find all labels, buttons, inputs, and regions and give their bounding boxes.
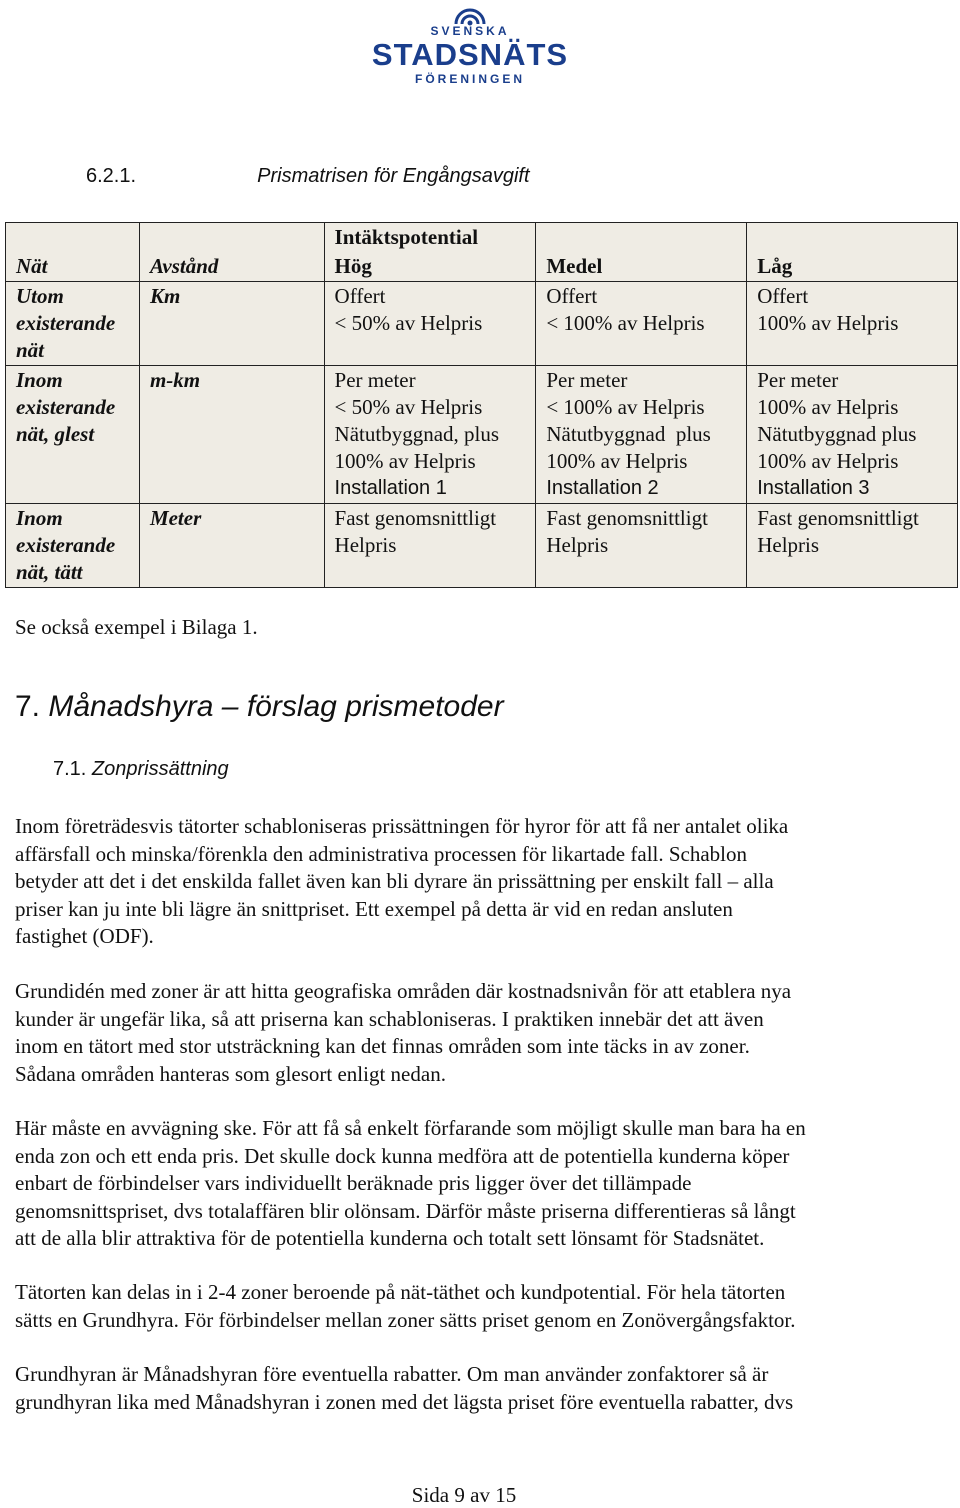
cell-line: Inom [16, 368, 63, 392]
paragraph-line: fastighet (ODF). [15, 924, 154, 948]
cell-line: Installation 2 [546, 477, 659, 499]
cell-line: Nätutbyggnad, plus [334, 422, 500, 446]
cell-line: < 50% av Helpris [334, 311, 483, 335]
paragraph-line: Inom företrädesvis tätorter schabloniseras prissättningen för hyror för att få ner antalet olika [15, 814, 789, 838]
cell-avstand: Meter [139, 504, 324, 588]
paragraph-line: priser kan ju inte bli lägre än snittpriset. Ett exempel på detta är vid en redan ansluten [15, 896, 733, 921]
header-nat: Nät [6, 252, 140, 282]
table-row [6, 366, 958, 504]
cell-line: < 100% av Helpris [546, 311, 705, 335]
paragraph-1 [15, 813, 950, 951]
paragraph-line: Här måste en avvägning ske. För att få så enkelt förfarande som möjligt skulle man bara ha en [15, 1116, 806, 1140]
matrix-super-header-row [6, 223, 958, 253]
paragraph-line: Grundidén med zoner är att hitta geografiska områden där kostnadsnivån för att etablera nya [15, 979, 792, 1003]
cell-line: < 50% av Helpris [334, 395, 483, 419]
cell-line: Per meter [757, 368, 839, 392]
cell-line: existerande [16, 533, 116, 557]
paragraph-line: Tätorten kan delas in i 2-4 zoner beroende på nät-täthet och kundpotential. För hela tätorten [15, 1280, 786, 1304]
section-7-title: Månadshyra – förslag prismetoder [48, 690, 504, 723]
header-avstand: Avstånd [139, 252, 324, 282]
matrix-header-row [6, 252, 958, 282]
cell-line: Fast genomsnittligt [334, 506, 497, 530]
header-hog: Hög [324, 252, 536, 282]
paragraph-line: kunder är ungefär lika, så att priserna kan schabloniseras. I praktiken innebär det att även [15, 1006, 764, 1031]
paragraph-line: inom en tätort med stor utsträckning kan det finnas områden som inte täcks in av zoner. [15, 1034, 750, 1058]
section-621-heading [86, 165, 530, 188]
cell-nat [6, 366, 140, 504]
paragraph-line: att de alla blir attraktiva för de potentiella kunderna och totalt sett lönsamt för Stadsnätet. [15, 1226, 765, 1250]
cell-line: 100% av Helpris [757, 449, 899, 473]
cell-line: 100% av Helpris [546, 449, 688, 473]
header-lag: Låg [747, 252, 958, 282]
cell-line: Fast genomsnittligt [757, 506, 919, 530]
see-also-text: Se också exempel i Bilaga 1. [15, 615, 258, 639]
cell-line: nät, glest [16, 422, 95, 446]
logo-mark-icon [452, 6, 488, 26]
page-number: Sida 9 av 15 [411, 1483, 517, 1507]
price-matrix-table [5, 222, 958, 588]
cell-line: Installation 3 [757, 477, 870, 499]
cell-lag [747, 504, 958, 588]
cell-line: Offert [757, 284, 809, 308]
paragraph-line: affärsfall och minska/förenkla den administrativa processen för likartade fall. Schablon [15, 841, 748, 866]
cell-line: Utom [16, 284, 64, 308]
cell-line: 100% av Helpris [757, 395, 899, 419]
cell-line: Offert [546, 284, 598, 308]
section-621-number: 6.2.1. [86, 165, 137, 187]
paragraph-line: sätts en Grundhyra. För förbindelser mellan zoner sätts priset genom en Zonövergångsfaktor. [15, 1307, 796, 1332]
cell-line: existerande [16, 311, 116, 335]
cell-hog [324, 282, 536, 366]
paragraph-line: Grundhyran är Månadshyran före eventuella rabatter. Om man använder zonfaktorer så är [15, 1362, 769, 1386]
cell-line: 100% av Helpris [334, 449, 476, 473]
table-row [6, 282, 958, 366]
section-7-heading [15, 690, 504, 724]
paragraph-line: Sådana områden hanteras som glesort enligt nedan. [15, 1061, 446, 1086]
cell-line: Helpris [546, 533, 609, 557]
paragraph-5 [15, 1361, 950, 1416]
cell-medel [536, 504, 747, 588]
section-7-number: 7. [15, 690, 41, 723]
header-medel: Medel [536, 252, 747, 282]
cell-line: nät [16, 338, 45, 362]
cell-line: nät, tätt [16, 560, 83, 584]
cell-hog [324, 504, 536, 588]
cell-line: Nätutbyggnad plus [546, 422, 711, 446]
cell-avstand: m-km [139, 366, 324, 504]
cell-line: Offert [334, 284, 386, 308]
paragraph-line: enda zon och ett enda pris. Det skulle dock kunna medföra att de potentiella kunderna köper [15, 1143, 790, 1168]
paragraph-3 [15, 1115, 950, 1253]
section-71-number: 7.1. [53, 758, 87, 780]
cell-line: Inom [16, 506, 63, 530]
section-71-title: Zonprissättning [91, 758, 229, 780]
section-621-title: Prismatrisen för Engångsavgift [257, 165, 530, 187]
logo-line-2: STADSNÄTS [371, 37, 569, 72]
paragraph-line: grundhyran lika med Månadshyran i zonen med det lägsta priset före eventuella rabatter, dvs [15, 1389, 794, 1414]
paragraph-2 [15, 978, 950, 1088]
super-header-intaktspotential: Intäktspotential [324, 223, 536, 253]
logo [362, 6, 578, 86]
cell-medel [536, 366, 747, 504]
cell-line: 100% av Helpris [757, 311, 899, 335]
cell-avstand: Km [139, 282, 324, 366]
cell-medel [536, 282, 747, 366]
cell-nat [6, 282, 140, 366]
cell-line: existerande [16, 395, 116, 419]
cell-line: Installation 1 [334, 477, 447, 499]
logo-line-1: SVENSKA [430, 24, 510, 38]
section-71-heading [53, 758, 229, 781]
paragraph-4 [15, 1279, 950, 1334]
logo-line-3: FÖRENINGEN [414, 72, 525, 86]
paragraph-line: enbart de förbindelser vars individuellt beräknade pris ligger över det tillämpade [15, 1171, 692, 1195]
cell-hog [324, 366, 536, 504]
cell-line: Per meter [546, 368, 628, 392]
table-row [6, 504, 958, 588]
cell-line: Per meter [334, 368, 416, 392]
cell-line: Fast genomsnittligt [546, 506, 708, 530]
cell-lag [747, 366, 958, 504]
paragraph-line: genomsnittspriset, dvs totalaffären blir olönsam. Därför måste priserna differentieras så långt [15, 1198, 796, 1223]
cell-nat [6, 504, 140, 588]
cell-line: < 100% av Helpris [546, 395, 705, 419]
cell-line: Helpris [334, 533, 397, 557]
cell-line: Helpris [757, 533, 820, 557]
cell-lag [747, 282, 958, 366]
paragraph-line: betyder att det i det enskilda fallet även kan bli dyrare än prissättning per enskilt fall – alla [15, 869, 774, 893]
cell-line: Nätutbyggnad plus [757, 422, 917, 446]
